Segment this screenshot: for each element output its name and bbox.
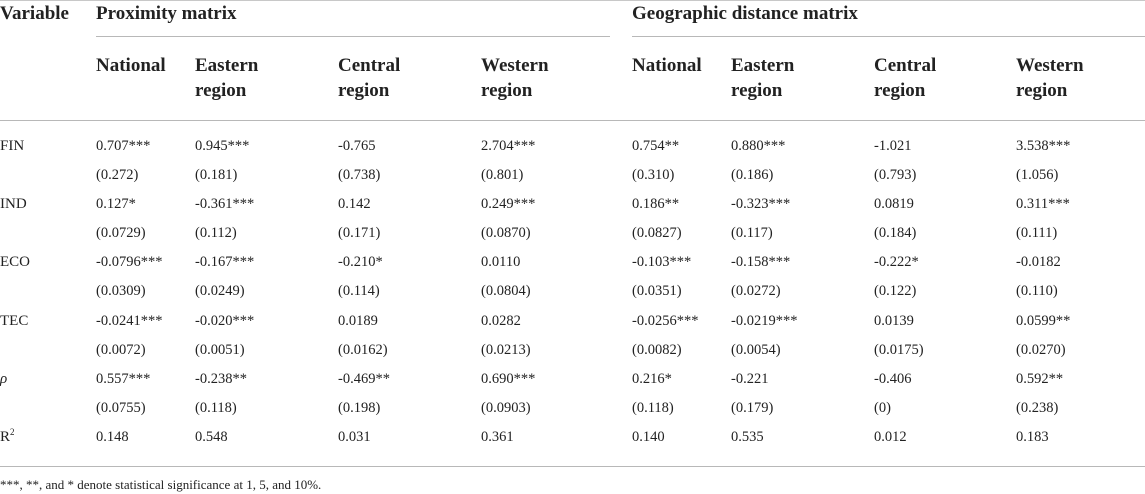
column-header-7-line-1: Central (874, 55, 937, 76)
table-cell: (0.181) (195, 167, 238, 183)
row-label: TEC (0, 313, 29, 329)
table-cell: -0.406 (874, 371, 912, 387)
row-label: FIN (0, 138, 25, 154)
row-label: $R^2$ (0, 427, 15, 445)
table-cell: 3.538*** (1016, 138, 1071, 154)
table-cell: -0.167*** (195, 254, 255, 270)
table-cell: (0.310) (632, 167, 675, 183)
table-cell: (0.0162) (338, 342, 388, 358)
table-cell: (0.801) (481, 167, 524, 183)
table-cell: (0.0755) (96, 400, 146, 416)
table-cell: (0.793) (874, 167, 917, 183)
table-cell: 0.548 (195, 429, 228, 445)
table-cell: (1.056) (1016, 167, 1059, 183)
table-cell: (0.179) (731, 400, 774, 416)
table-cell: (0.0249) (195, 283, 245, 299)
table-cell: 0.361 (481, 429, 514, 445)
table-cell: -0.221 (731, 371, 769, 387)
group-rule-proximity (96, 36, 610, 37)
table-cell: 0.690*** (481, 371, 536, 387)
table-cell: 0.031 (338, 429, 371, 445)
table-cell: 0.249*** (481, 196, 536, 212)
table-cell: 0.754** (632, 138, 680, 154)
table-cell: -0.222* (874, 254, 919, 270)
table-cell: 0.0282 (481, 313, 521, 329)
table-cell: 0.216* (632, 371, 672, 387)
table-cell: -0.323*** (731, 196, 791, 212)
table-cell: (0.111) (1016, 225, 1058, 241)
bottom-rule (0, 466, 1145, 467)
table-cell: (0.0272) (731, 283, 781, 299)
table-cell: -0.238** (195, 371, 247, 387)
table-cell: (0.0870) (481, 225, 531, 241)
table-cell: 0.880*** (731, 138, 786, 154)
table-cell: (0.171) (338, 225, 381, 241)
table-cell: 0.311*** (1016, 196, 1070, 212)
table-cell: (0.272) (96, 167, 139, 183)
table-cell: 0.0599** (1016, 313, 1071, 329)
table-cell: (0.118) (632, 400, 674, 416)
top-rule (0, 0, 1145, 1)
table-cell: (0.0054) (731, 342, 781, 358)
table-cell: 2.704*** (481, 138, 536, 154)
table-cell: (0.0270) (1016, 342, 1066, 358)
table-cell: -0.0241*** (96, 313, 163, 329)
row-label: ECO (0, 254, 30, 270)
table-cell: (0.0175) (874, 342, 924, 358)
table-cell: (0.114) (338, 283, 380, 299)
table-cell: 0.0139 (874, 313, 914, 329)
table-cell: (0.0072) (96, 342, 146, 358)
table-cell: (0.0309) (96, 283, 146, 299)
table-cell: (0.0051) (195, 342, 245, 358)
table-cell: -1.021 (874, 138, 912, 154)
row-label-superscript: 2 (10, 427, 15, 437)
table-cell: 0.186** (632, 196, 680, 212)
group-header-geographic: Geographic distance matrix (632, 3, 858, 24)
table-cell: 0.0110 (481, 254, 521, 270)
table-cell: 0.148 (96, 429, 129, 445)
table-cell: -0.158*** (731, 254, 791, 270)
header-rule (0, 120, 1145, 121)
table-cell: (0.0729) (96, 225, 146, 241)
row-label: ρ (0, 371, 8, 387)
table-cell: (0.0903) (481, 400, 531, 416)
table-cell: (0.186) (731, 167, 774, 183)
table-cell: 0.183 (1016, 429, 1049, 445)
table-cell: 0.140 (632, 429, 665, 445)
table-cell: 0.012 (874, 429, 907, 445)
table-cell: (0.0351) (632, 283, 682, 299)
column-header-6-line-2: region (731, 80, 783, 101)
table-cell: -0.210* (338, 254, 383, 270)
column-header-6-line-1: Eastern (731, 55, 795, 76)
table-cell: -0.0796*** (96, 254, 163, 270)
table-cell: (0.110) (1016, 283, 1058, 299)
table-cell: -0.0182 (1016, 254, 1061, 270)
column-header-1-line-1: National (96, 55, 166, 76)
table-cell: (0.0082) (632, 342, 682, 358)
column-header-4-line-2: region (481, 80, 533, 101)
table-cell: -0.020*** (195, 313, 255, 329)
table-cell: -0.361*** (195, 196, 255, 212)
table-cell: (0.117) (731, 225, 773, 241)
table-cell: -0.0256*** (632, 313, 699, 329)
table-cell: 0.945*** (195, 138, 250, 154)
table-cell: (0.198) (338, 400, 381, 416)
column-header-3-line-1: Central (338, 55, 401, 76)
table-cell: (0) (874, 400, 891, 416)
table-cell: 0.142 (338, 196, 371, 212)
table-cell: 0.707*** (96, 138, 151, 154)
table-cell: (0.184) (874, 225, 917, 241)
group-rule-geographic (632, 36, 1145, 37)
table-cell: -0.103*** (632, 254, 692, 270)
column-header-2-line-1: Eastern (195, 55, 259, 76)
table-footnote: ***, **, and * denote statistical significance at 1, 5, and 10%. (0, 477, 322, 492)
table-cell: 0.0189 (338, 313, 378, 329)
column-header-2-line-2: region (195, 80, 247, 101)
table-cell: (0.122) (874, 283, 917, 299)
table-cell: 0.127* (96, 196, 136, 212)
table-cell: (0.0213) (481, 342, 531, 358)
column-header-7-line-2: region (874, 80, 926, 101)
table-cell: (0.118) (195, 400, 237, 416)
column-header-4-line-1: Western (481, 55, 549, 76)
table-cell: (0.0827) (632, 225, 682, 241)
group-header-proximity: Proximity matrix (96, 3, 237, 24)
variable-header: Variable (0, 3, 69, 24)
column-header-8-line-1: Western (1016, 55, 1084, 76)
table-cell: 0.592** (1016, 371, 1064, 387)
table-cell: 0.0819 (874, 196, 914, 212)
column-header-3-line-2: region (338, 80, 390, 101)
table-cell: -0.469** (338, 371, 390, 387)
column-header-8-line-2: region (1016, 80, 1068, 101)
table-cell: (0.738) (338, 167, 381, 183)
table-cell: (0.0804) (481, 283, 531, 299)
row-label: IND (0, 196, 27, 212)
table-cell: 0.535 (731, 429, 764, 445)
table-cell: 0.557*** (96, 371, 151, 387)
table-cell: (0.238) (1016, 400, 1059, 416)
table-cell: -0.0219*** (731, 313, 798, 329)
table-cell: (0.112) (195, 225, 237, 241)
table-cell: -0.765 (338, 138, 376, 154)
column-header-5-line-1: National (632, 55, 702, 76)
